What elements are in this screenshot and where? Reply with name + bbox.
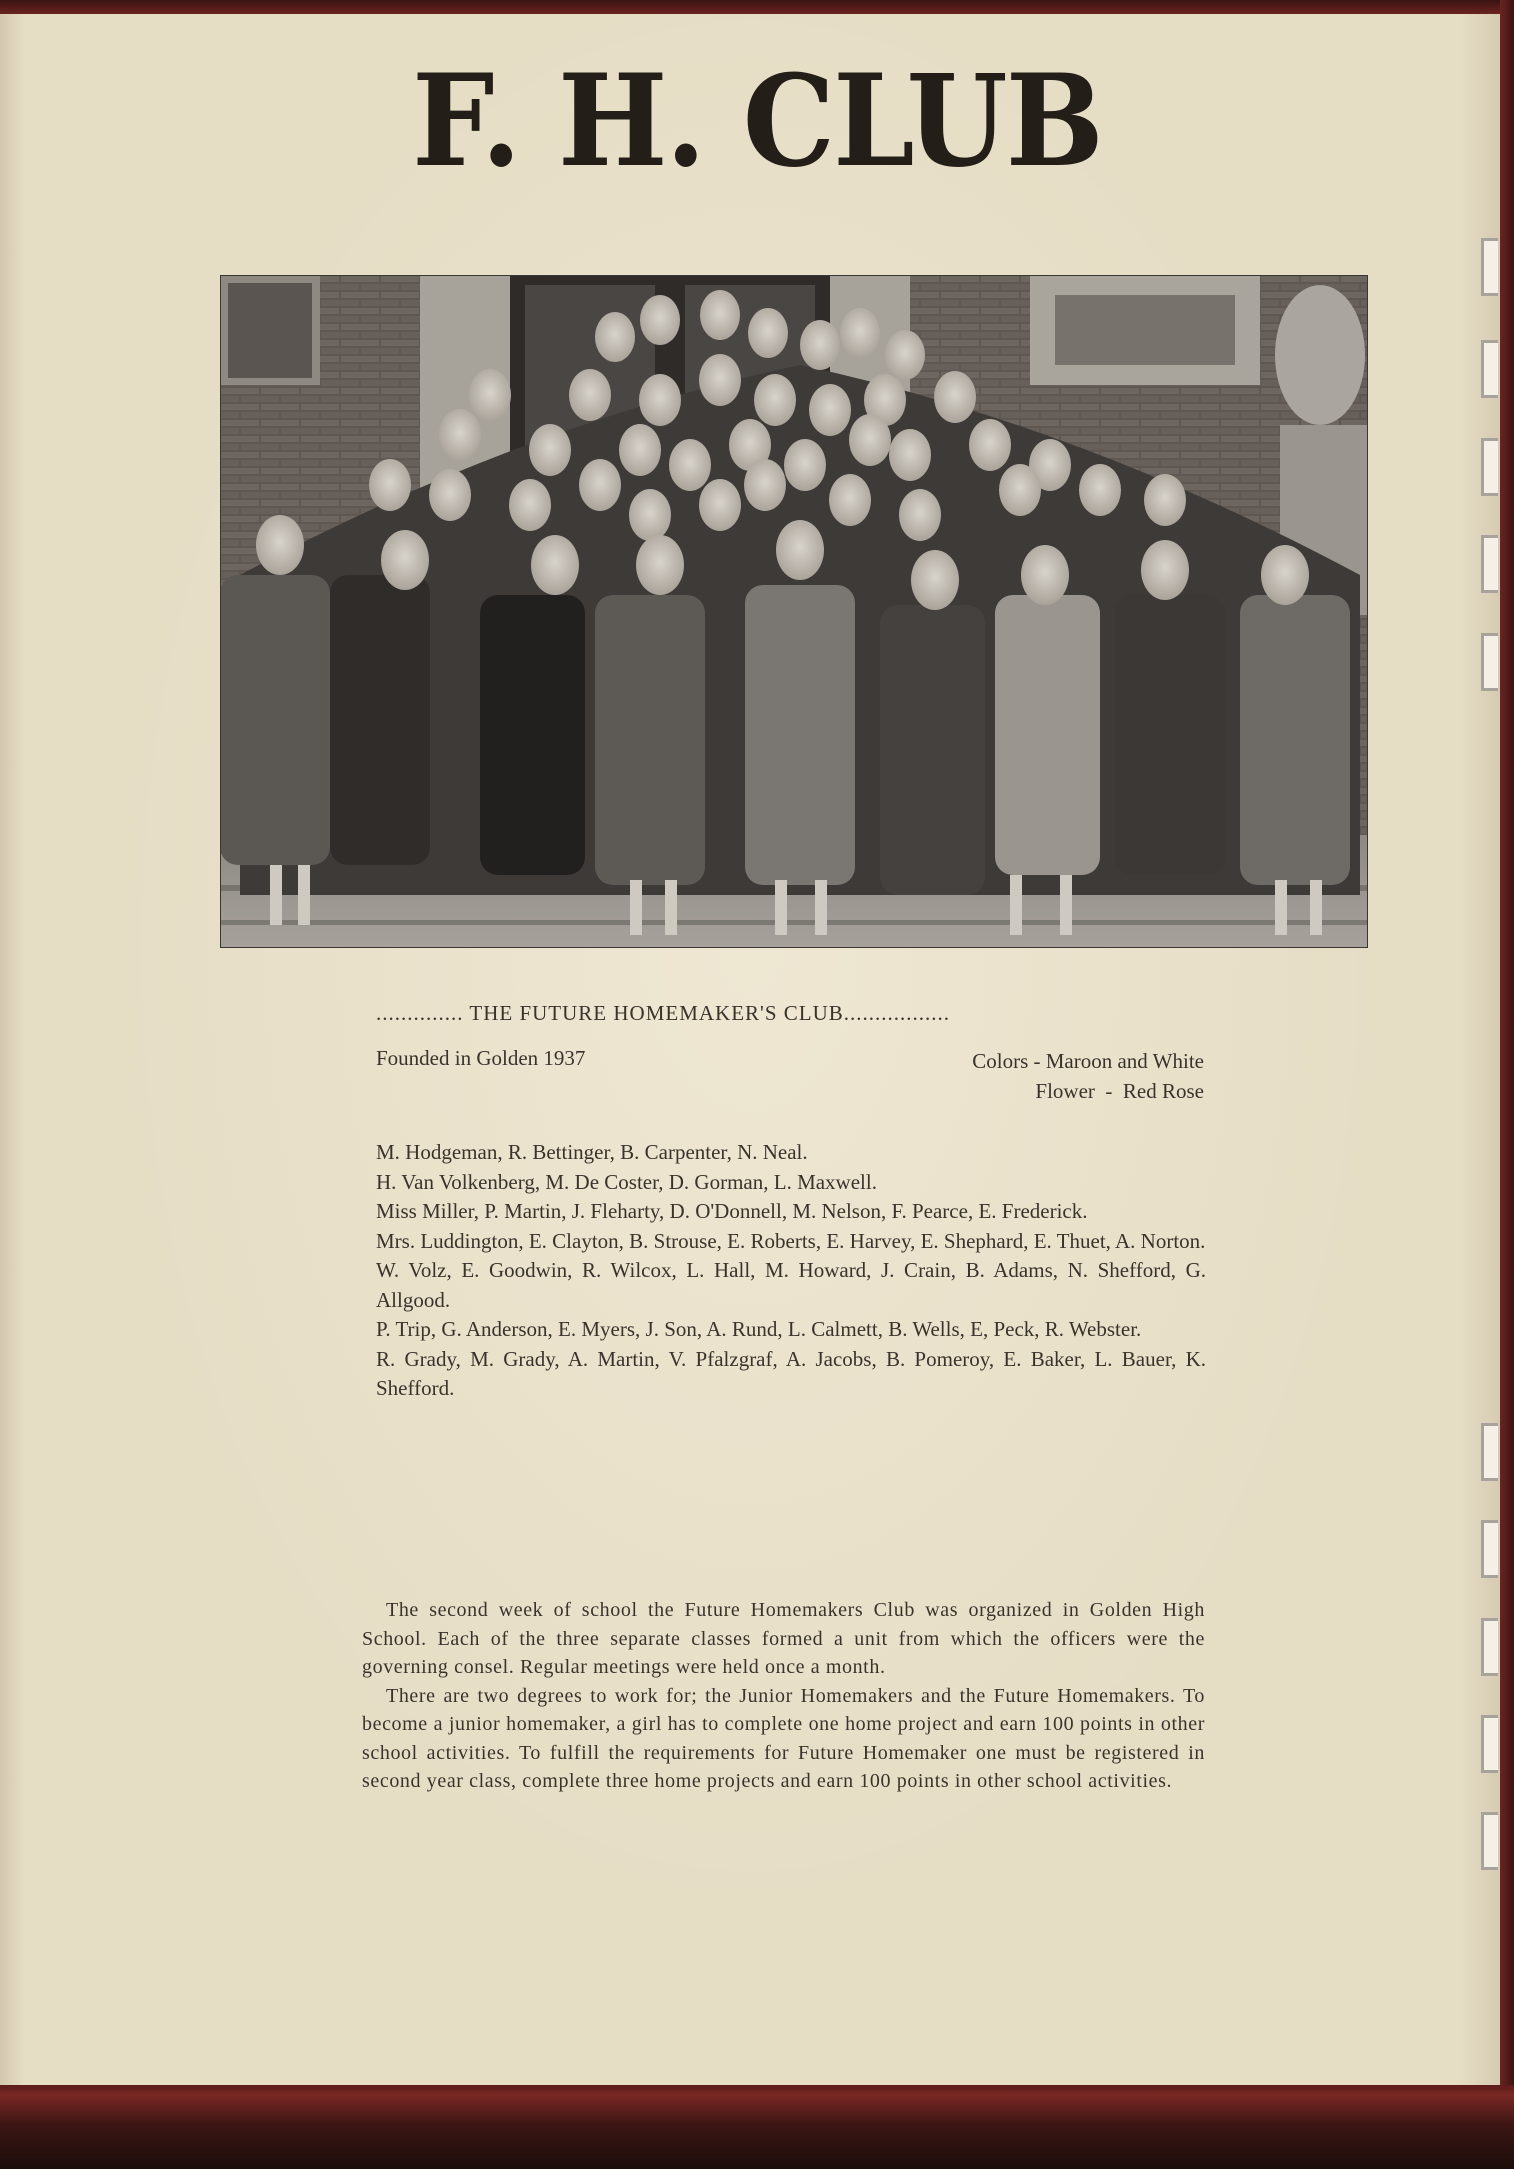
binder-mark (1481, 340, 1498, 398)
club-description (362, 1596, 1205, 1796)
founded-text: Founded in Golden 1937 (376, 1046, 586, 1070)
group-photo (220, 275, 1368, 948)
binder-mark (1481, 238, 1498, 296)
binder-mark (1481, 535, 1498, 593)
member-names (376, 1138, 1206, 1404)
club-colors-flower (972, 1046, 1204, 1106)
club-colors: Colors - Maroon and White (972, 1049, 1204, 1073)
binder-mark (1481, 633, 1498, 691)
member-row: H. Van Volkenberg, M. De Coster, D. Gorman, L. Maxwell. (376, 1169, 877, 1194)
page-title: F. H. CLUB (412, 47, 1102, 195)
member-row: W. Volz, E. Goodwin, R. Wilcox, L. Hall, M. Howard, J. Crain, B. Adams, N. Shefford, G. Allgood. (376, 1258, 1206, 1312)
member-row: M. Hodgeman, R. Bettinger, B. Carpenter, N. Neal. (376, 1140, 808, 1164)
description-paragraph: There are two degrees to work for; the Junior Homemakers and the Future Homemakers. To become a junior homemaker, a girl has to complete one home project and earn 100 points in other school activities. To fulfill the requirements for Future Homemaker one must be registered in second year class, complete three home projects and earn 100 points in other school activities. (362, 1684, 1205, 1792)
member-row: Miss Miller, P. Martin, J. Fleharty, D. O'Donnell, M. Nelson, F. Pearce, E. Frederick. (376, 1199, 1088, 1223)
description-paragraph: The second week of school the Future Homemakers Club was organized in Golden High School. Each of the three separate classes formed a unit from which the officers were the governing consel. Regular meetings were held once a month. (362, 1599, 1205, 1678)
binder-mark (1481, 1423, 1498, 1481)
club-flower: Flower - Red Rose (1035, 1079, 1204, 1103)
club-heading: .............. THE FUTURE HOMEMAKER'S CLUB................. (376, 1001, 951, 1025)
page-binding-top (0, 0, 1514, 14)
member-row: P. Trip, G. Anderson, E. Myers, J. Son, A. Rund, L. Calmett, B. Wells, E, Peck, R. Webster. (376, 1317, 1142, 1341)
member-row: R. Grady, M. Grady, A. Martin, V. Pfalzgraf, A. Jacobs, B. Pomeroy, E. Baker, L. Bauer, K. Shefford. (376, 1346, 1206, 1400)
page-binding-bottom (0, 2085, 1514, 2169)
binder-mark (1481, 438, 1498, 496)
binder-mark (1481, 1618, 1498, 1676)
binder-mark (1481, 1520, 1498, 1578)
page-binding-right (1500, 0, 1514, 2169)
member-row: Mrs. Luddington, E. Clayton, B. Strouse, E. Roberts, E. Harvey, E. Shephard, E. Thuet, A. Norton. (376, 1228, 1206, 1253)
binder-mark (1481, 1715, 1498, 1773)
binder-mark (1481, 1812, 1498, 1870)
